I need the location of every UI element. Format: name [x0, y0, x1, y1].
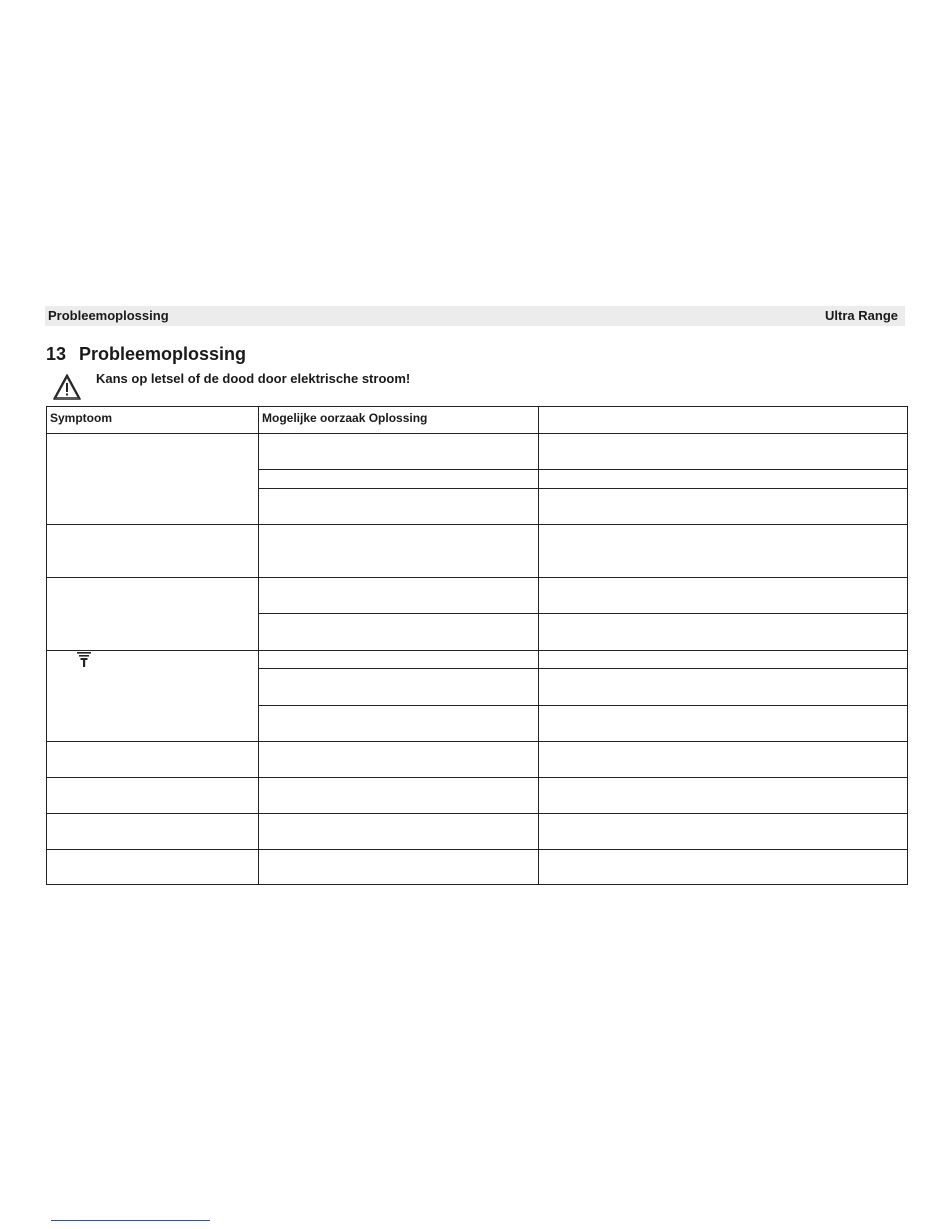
- sub-row-divider: [258, 668, 907, 669]
- running-header: [45, 306, 905, 326]
- section-heading: [46, 343, 246, 365]
- footer-rule: [51, 1220, 210, 1221]
- troubleshooting-table: [46, 406, 908, 885]
- warning-triangle-icon: [52, 373, 82, 401]
- row-divider: [47, 813, 907, 814]
- section-title: Probleemoplossing: [79, 344, 247, 364]
- antenna-icon: [77, 652, 91, 667]
- running-header-right: Ultra Range: [825, 308, 898, 323]
- sub-row-divider: [258, 469, 907, 470]
- section-number: 13: [46, 344, 67, 364]
- row-divider: [47, 433, 907, 434]
- row-divider: [47, 524, 907, 525]
- row-divider: [47, 577, 907, 578]
- sub-row-divider: [258, 613, 907, 614]
- row-divider: [47, 650, 907, 651]
- running-header-left: Probleemoplossing: [48, 308, 169, 323]
- row-divider: [47, 777, 907, 778]
- sub-row-divider: [258, 488, 907, 489]
- warning-text: Kans op letsel of de dood door elektrische stroom!: [96, 371, 411, 386]
- column-header-cause-solution: Mogelijke oorzaak Oplossing: [262, 411, 428, 425]
- column-header-symptom: Symptoom: [50, 411, 113, 425]
- row-divider: [47, 849, 907, 850]
- sub-row-divider: [258, 705, 907, 706]
- row-divider: [47, 741, 907, 742]
